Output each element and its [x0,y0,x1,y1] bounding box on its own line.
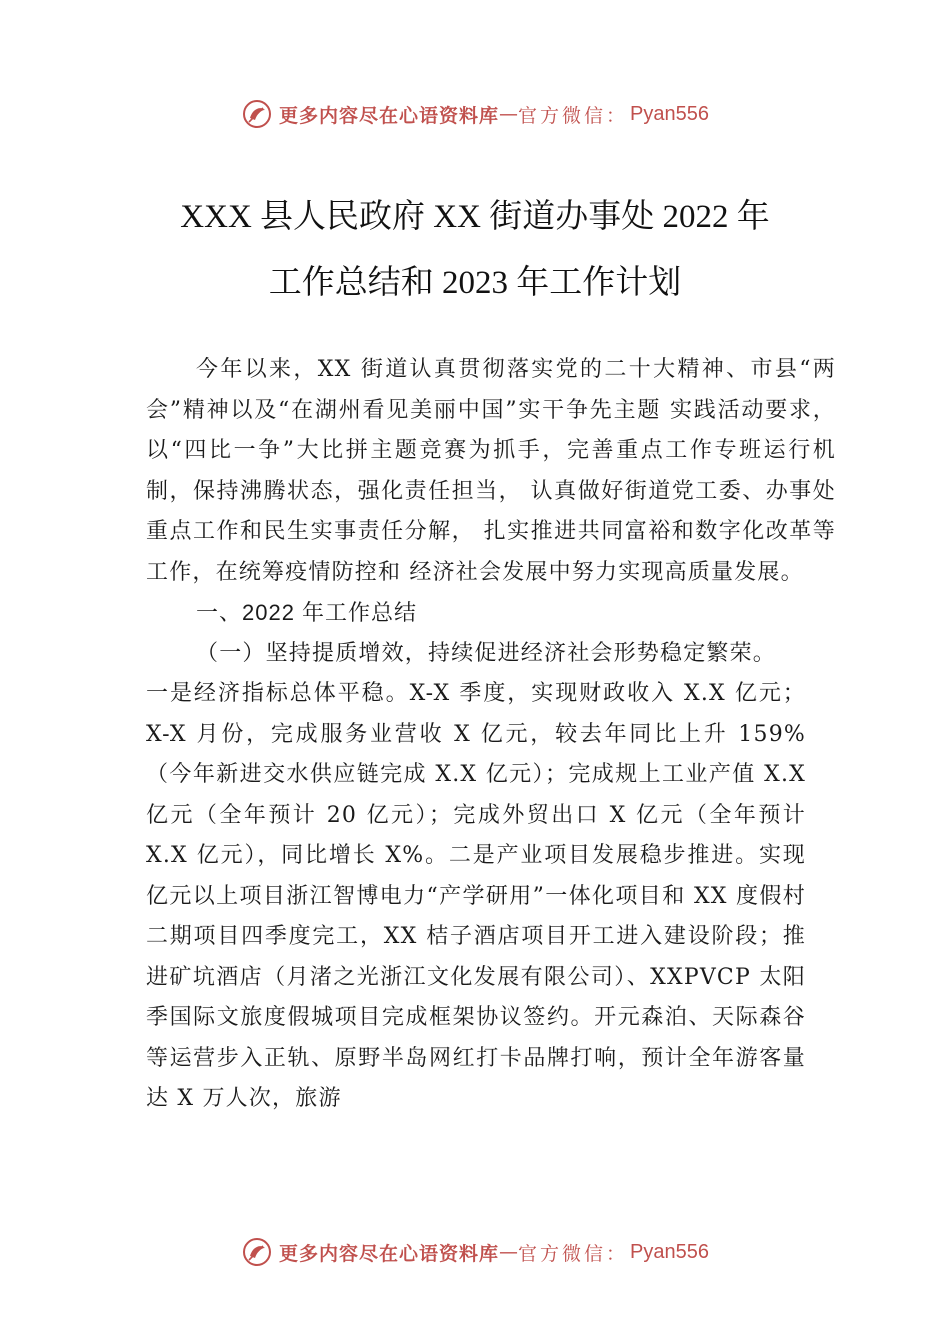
watermark-header [0,96,950,132]
watermark-brand: 更多内容尽在心语资料库 [279,1242,500,1265]
watermark-id: Pyan556 [630,102,709,125]
title-line-1: XXX 县人民政府 XX 街道办事处 2022 年 [180,199,770,235]
document-body [146,350,836,1120]
watermark-footer [0,1234,950,1270]
watermark-separator: — [499,1241,519,1263]
brand-logo-icon [241,98,273,130]
watermark-label: 官方微信： [518,1242,629,1265]
intro-paragraph: 今年以来，XX 街道认真贯彻落实党的二十大精神、市县“两会”精神以及“在湖州看见美丽中国”实干争先主题 实践活动要求，以“四比一争”大比拼主题竞赛为抓手，完善重点工作专班运行机制，保持沸腾状态，强化责任担当， 认真做好街道党工委、办事处重点工作和民生实事责任分解， 扎实推进共同富裕和数字化改革等工作，在统筹疫情防控和 经济社会发展中努力实现高质量发展。 [146,357,836,585]
document-title [0,184,950,316]
watermark-id: Pyan556 [630,1240,709,1263]
subsection-body-1: 一是经济指标总体平稳。X-X 季度，实现财政收入 X.X 亿元；X-X 月份，完成服务业营收 X 亿元，较去年同比上升 159%（今年新进交水供应链完成 X.X 亿元）；完成规上工业产值 X.X 亿元（全年预计 20 亿元）；完成外贸出口 X 亿元（全年预计 X.X 亿元），同比增长 X%。二是产业项目发展稳步推进。实现亿元以上项目浙江智博电力“产学研用”一体化项目和 XX 度假村二期项目四季度完工，XX 桔子酒店项目开工进入建设阶段；推进矿坑酒店（月渚之光浙江文化发展有限公司）、XXPVCP 太阳季国际文旅度假城项目完成框架协议签约。开元森泊、天际森谷等运营步入正轨、原野半岛网红打卡品牌打响，预计全年游客量达 X 万人次，旅游 [146,681,806,1111]
watermark-brand: 更多内容尽在心语资料库 [279,104,500,127]
watermark-separator: — [499,103,519,125]
watermark-label: 官方微信： [518,104,629,127]
subsection-heading-1: （一）坚持提质增效，持续促进经济社会形势稳定繁荣。 [196,640,777,666]
title-line-2: 工作总结和 2023 年工作计划 [268,265,682,301]
section-heading-1: 一、2022 年工作总结 [196,600,418,625]
brand-logo-icon [241,1236,273,1268]
